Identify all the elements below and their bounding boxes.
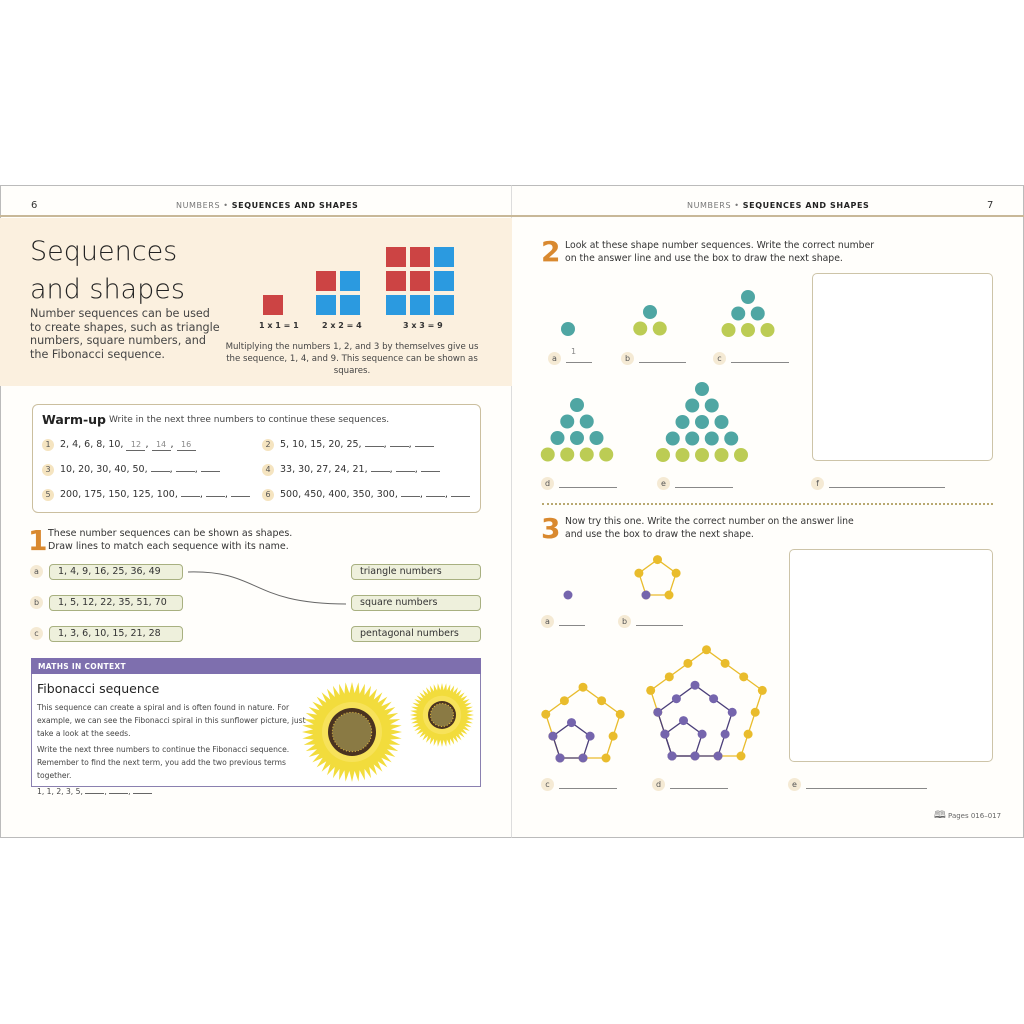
dot (668, 752, 677, 761)
warmup-row: 5 200, 175, 150, 125, 100, , , (42, 489, 250, 501)
answer-line[interactable] (731, 362, 789, 363)
warmup-row: 3 10, 20, 30, 40, 50, , , (42, 464, 220, 476)
sequence-name-box[interactable]: square numbers (351, 595, 481, 611)
dot (570, 398, 584, 412)
dot (660, 730, 669, 739)
question-number-1: 1 (28, 524, 48, 557)
dot (728, 708, 737, 717)
dot (599, 448, 613, 462)
item-label: b (621, 352, 634, 365)
answer-line[interactable] (639, 362, 686, 363)
answer-line[interactable] (636, 625, 683, 626)
dot (741, 290, 755, 304)
dot (616, 710, 625, 719)
dot (715, 415, 729, 429)
answer-blank[interactable] (109, 793, 128, 794)
dot (560, 448, 574, 462)
dot (602, 754, 611, 763)
dot (597, 696, 606, 705)
dot (737, 752, 746, 761)
dot (590, 431, 604, 445)
dot (579, 683, 588, 692)
dot (556, 754, 565, 763)
item-label: c (30, 627, 43, 640)
answer-blank[interactable]: 16 (177, 440, 196, 451)
book-icon: 🕮 (934, 810, 946, 821)
item-label: d (652, 778, 665, 791)
item-label: b (618, 615, 631, 628)
dot (656, 448, 670, 462)
dot (570, 431, 584, 445)
dot (646, 686, 655, 695)
dot (560, 696, 569, 705)
answer-blank[interactable]: 14 (152, 440, 171, 451)
answer-blank[interactable] (85, 793, 104, 794)
dot (676, 415, 690, 429)
dot (567, 718, 576, 727)
dot (672, 569, 681, 578)
dot (541, 710, 550, 719)
warmup-instruction: Write in the next three numbers to continue these sequences. (109, 415, 390, 425)
dot (702, 645, 711, 654)
running-header-right: NUMBERS • SEQUENCES AND SHAPES (687, 201, 870, 210)
sunflower-image (290, 672, 480, 784)
dot (586, 732, 595, 741)
dot (705, 399, 719, 413)
question-3-text: Now try this one. Write the correct number on the answer line and use the box to draw the next shape. (565, 516, 854, 540)
dot (758, 686, 767, 695)
item-label: e (788, 778, 801, 791)
dot (751, 708, 760, 717)
question-number-2: 2 (541, 235, 561, 268)
dot (744, 730, 753, 739)
dot (665, 672, 674, 681)
warmup-row: 4 33, 30, 27, 24, 21, , , (262, 464, 440, 476)
dot (551, 431, 565, 445)
dot (633, 322, 647, 336)
square-label: 1 x 1 = 1 (259, 321, 299, 330)
dot (715, 448, 729, 462)
dot (653, 708, 662, 717)
dot (579, 754, 588, 763)
dot (676, 448, 690, 462)
sequence-box[interactable]: 1, 4, 9, 16, 25, 36, 49 (49, 564, 183, 580)
dot (698, 730, 707, 739)
dot (665, 591, 674, 600)
dot (548, 732, 557, 741)
answer-line[interactable] (566, 362, 592, 363)
question-number-3: 3 (541, 512, 561, 545)
dot (564, 591, 573, 600)
sunflower-icon (302, 682, 402, 782)
question-2-text: Look at these shape number sequences. Write the correct number on the answer line and use the box to draw the next shape. (565, 240, 875, 264)
warmup-title: Warm-up (42, 412, 107, 427)
dot (580, 415, 594, 429)
intro-paragraph: Number sequences can be used to create shapes, such as triangle numbers, square numbers, and the Fibonacci sequence. (30, 307, 220, 361)
answer-line[interactable] (670, 788, 728, 789)
sequence-box[interactable]: 1, 3, 6, 10, 15, 21, 28 (49, 626, 183, 642)
pentagon-outline (639, 560, 676, 595)
dot (751, 307, 765, 321)
dot (695, 382, 709, 396)
dot (731, 307, 745, 321)
dot (642, 591, 651, 600)
dot (561, 322, 575, 336)
dot (734, 448, 748, 462)
dot (672, 694, 681, 703)
dot (643, 305, 657, 319)
dot (724, 432, 738, 446)
answer-line[interactable] (675, 487, 733, 488)
page-reference: 🕮 Pages 016–017 (934, 810, 1002, 821)
sequence-name-box[interactable]: pentagonal numbers (351, 626, 481, 642)
answer-line[interactable] (559, 788, 617, 789)
dot (695, 448, 709, 462)
sequence-box[interactable]: 1, 5, 12, 22, 35, 51, 70 (49, 595, 183, 611)
dot (721, 659, 730, 668)
dot (691, 752, 700, 761)
dot (739, 672, 748, 681)
warmup-row: 2 5, 10, 15, 20, 25, , , (262, 439, 434, 451)
dot (653, 555, 662, 564)
page-title: Sequences and shapes (30, 236, 185, 305)
answer-line[interactable] (559, 487, 617, 488)
running-header-left: NUMBERS • SEQUENCES AND SHAPES (176, 201, 359, 210)
item-label: c (541, 778, 554, 791)
sequence-name-box[interactable]: triangle numbers (351, 564, 481, 580)
match-line-drawing (0, 0, 512, 700)
dot (709, 694, 718, 703)
dot (634, 569, 643, 578)
dot (685, 432, 699, 446)
context-title: Fibonacci sequence (37, 681, 160, 696)
page-number-left: 6 (31, 200, 38, 211)
dot (541, 448, 555, 462)
item-label: b (30, 596, 43, 609)
dot (691, 681, 700, 690)
dot (653, 322, 667, 336)
page-number-right: 7 (987, 200, 994, 211)
answer-line[interactable] (559, 625, 585, 626)
warmup-row: 1 2, 4, 6, 8, 10, 12 , 14 , 16 (42, 439, 196, 451)
dot (705, 432, 719, 446)
dot (679, 716, 688, 725)
item-label: a (30, 565, 43, 578)
square-label: 2 x 2 = 4 (322, 321, 362, 330)
item-label: c (713, 352, 726, 365)
warmup-row: 6 500, 450, 400, 350, 300, , , (262, 489, 470, 501)
item-label: f (811, 477, 824, 490)
pentagon-outline (665, 721, 702, 756)
item-label: d (541, 477, 554, 490)
dot (714, 752, 723, 761)
squares-caption: Multiplying the numbers 1, 2, and 3 by themselves give us the sequence, 1, 4, and 9. This sequence can be shown as squares. (225, 342, 479, 376)
dot (560, 415, 574, 429)
answer-line[interactable] (806, 788, 927, 789)
answer-line[interactable] (829, 487, 945, 488)
answer-a-value: 1 (571, 347, 577, 356)
context-text: This sequence can create a spiral and is often found in nature. For example, we can see the Fibonacci spiral in this sunflower picture, just take a look at the seeds. Write the next three numbers to continue the Fibonacci sequence. Remember to find the next term, you add the two previous terms together. 1, 1, 2, 3, 5, , , (37, 703, 306, 796)
question-1-text: These number sequences can be shown as shapes. Draw lines to match each sequence with its name. (48, 528, 293, 552)
dot (580, 448, 594, 462)
dot (685, 399, 699, 413)
item-label: e (657, 477, 670, 490)
square-label: 3 x 3 = 9 (403, 321, 443, 330)
dot (761, 323, 775, 337)
dot (741, 323, 755, 337)
answer-blank[interactable] (133, 793, 152, 794)
pentagon-outline (553, 723, 590, 758)
item-label: a (548, 352, 561, 365)
context-header: MATHS IN CONTEXT (31, 658, 481, 674)
dot (683, 659, 692, 668)
dot (722, 323, 736, 337)
sunflower-icon (410, 683, 474, 747)
dot (721, 730, 730, 739)
dot (609, 732, 618, 741)
dot (695, 415, 709, 429)
item-label: a (541, 615, 554, 628)
dot (666, 432, 680, 446)
answer-blank[interactable]: 12 (126, 440, 145, 451)
shape-sequences-diagram (512, 185, 1024, 838)
